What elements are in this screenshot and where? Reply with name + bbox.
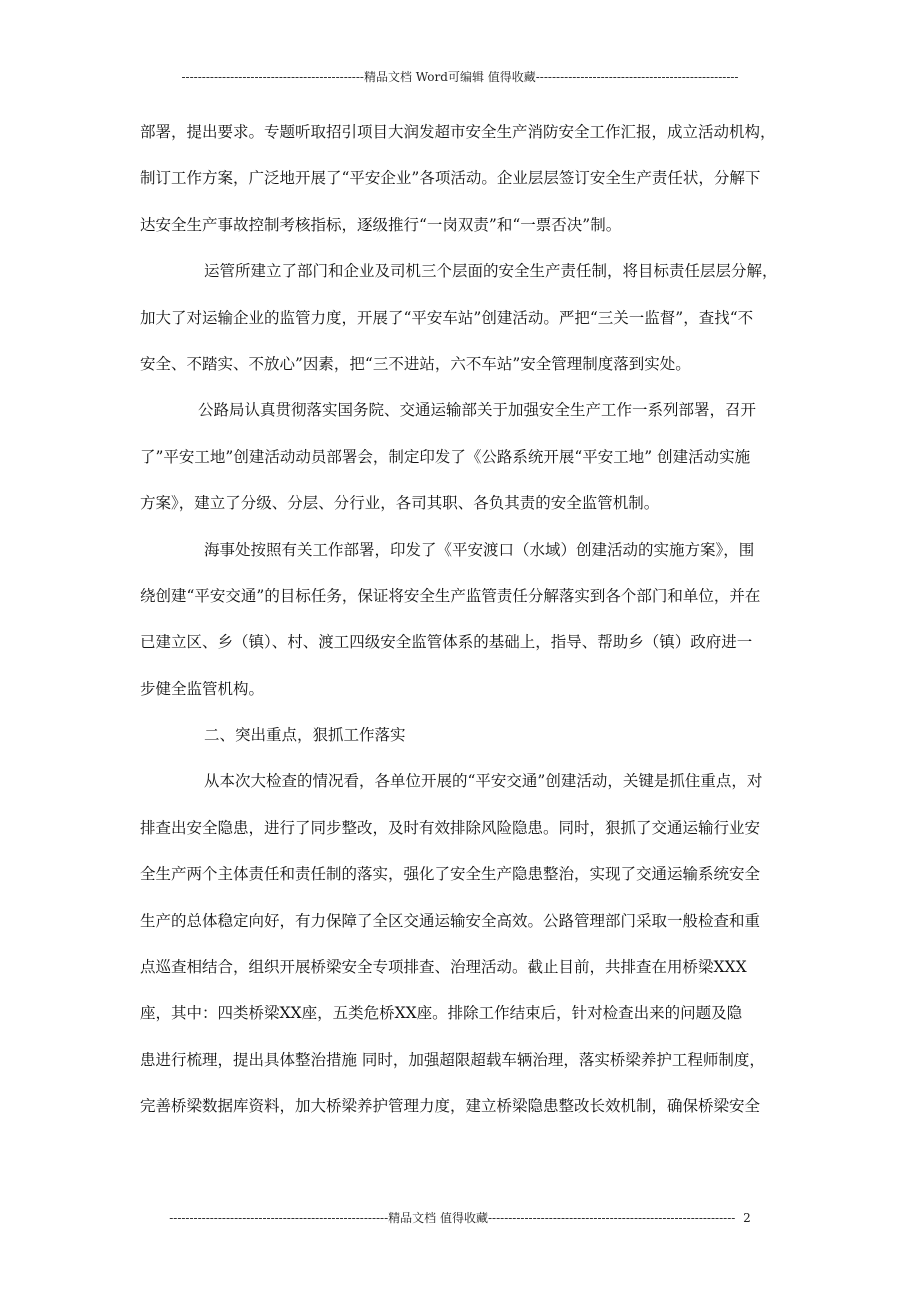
text-line: 制订工作方案，广泛地开展了“平安企业”各项活动。企业层层签订安全生产责任状，分解下: [140, 169, 761, 188]
text-line: 从本次大检查的情况看，各单位开展的“平安交通”创建活动，关键是抓住重点，对: [204, 772, 763, 791]
footer-text: ------------------------------------------------------精品文档 值得收藏-------------------------------------------------------------: [169, 1211, 736, 1225]
text-line: 部署，提出要求。专题听取招引项目大润发超市安全生产消防安全工作汇报，成立活动机构，: [140, 123, 776, 141]
text-line: 排查出安全隐患，进行了同步整改，及时有效排除风险隐患。同时，狠抓了交通运输行业安: [140, 818, 761, 837]
text-line: 完善桥梁数据库资料，加大桥梁养护管理力度，建立桥梁隐患整改长效机制，确保桥梁安全: [140, 1097, 761, 1116]
text-line: 已建立区、乡（镇）、村、渡工四级安全监管体系的基础上，指导、帮助乡（镇）政府进一: [140, 633, 753, 652]
text-line: 方案》，建立了分级、分层、分行业，各司其职、各负其责的安全监管机制。: [140, 494, 660, 513]
page-footer: [0, 1209, 920, 1226]
text-line: 达安全生产事故控制考核指标，逐级推行“一岗双责”和“一票否决”制。: [140, 215, 622, 234]
text-line: 生产的总体稳定向好，有力保障了全区交通运输安全高效。公路管理部门采取一般检查和重: [140, 911, 761, 930]
text-line: 加大了对运输企业的监管力度，开展了“平安车站”创建活动。严把“三关一监督”，查找“不: [140, 308, 754, 327]
text-line: 了”平安工地”创建活动动员部署会，制定印发了《公路系统开展“平安工地” 创建活动实施: [140, 447, 751, 466]
text-line: 安全、不踏实、不放心”因素，把“三不进站，六不车站”安全管理制度落到实处。: [140, 354, 691, 373]
text-line: 患进行梳理，提出具体整治措施 同时，加强超限超载车辆治理，落实桥梁养护工程师制度，: [140, 1050, 765, 1069]
text-line: 绕创建“平安交通”的目标任务，保证将安全生产监管责任分解落实到各个部门和单位，并在: [140, 586, 761, 605]
page-header: ---------------------------------------------精品文档 Word可编辑 值得收藏--------------------------------------------------: [181, 70, 739, 84]
text-line: 公路局认真贯彻落实国务院、交通运输部关于加强安全生产工作一系列部署，召开: [198, 401, 757, 420]
text-line: 步健全监管机构。: [140, 679, 265, 698]
section-heading: 二、突出重点，狠抓工作落实: [204, 726, 406, 745]
text-line: 全生产两个主体责任和责任制的落实，强化了安全生产隐患整治，实现了交通运输系统安全: [140, 865, 761, 884]
text-line: 海事处按照有关工作部署，印发了《平安渡口（水域）创建活动的实施方案》，围: [204, 540, 755, 559]
body-text: [140, 120, 790, 1141]
text-line: 运管所建立了部门和企业及司机三个层面的安全生产责任制，将目标责任层层分解，: [204, 262, 778, 281]
page-number: 2: [743, 1211, 751, 1225]
text-line: 座，其中：四类桥梁XX座，五类危桥XX座。排除工作结束后，针对检查出来的问题及隐: [140, 1004, 743, 1023]
text-line: 点巡查相结合，组织开展桥梁安全专项排查、治理活动。截止目前，共排查在用桥梁XXX: [140, 958, 747, 977]
